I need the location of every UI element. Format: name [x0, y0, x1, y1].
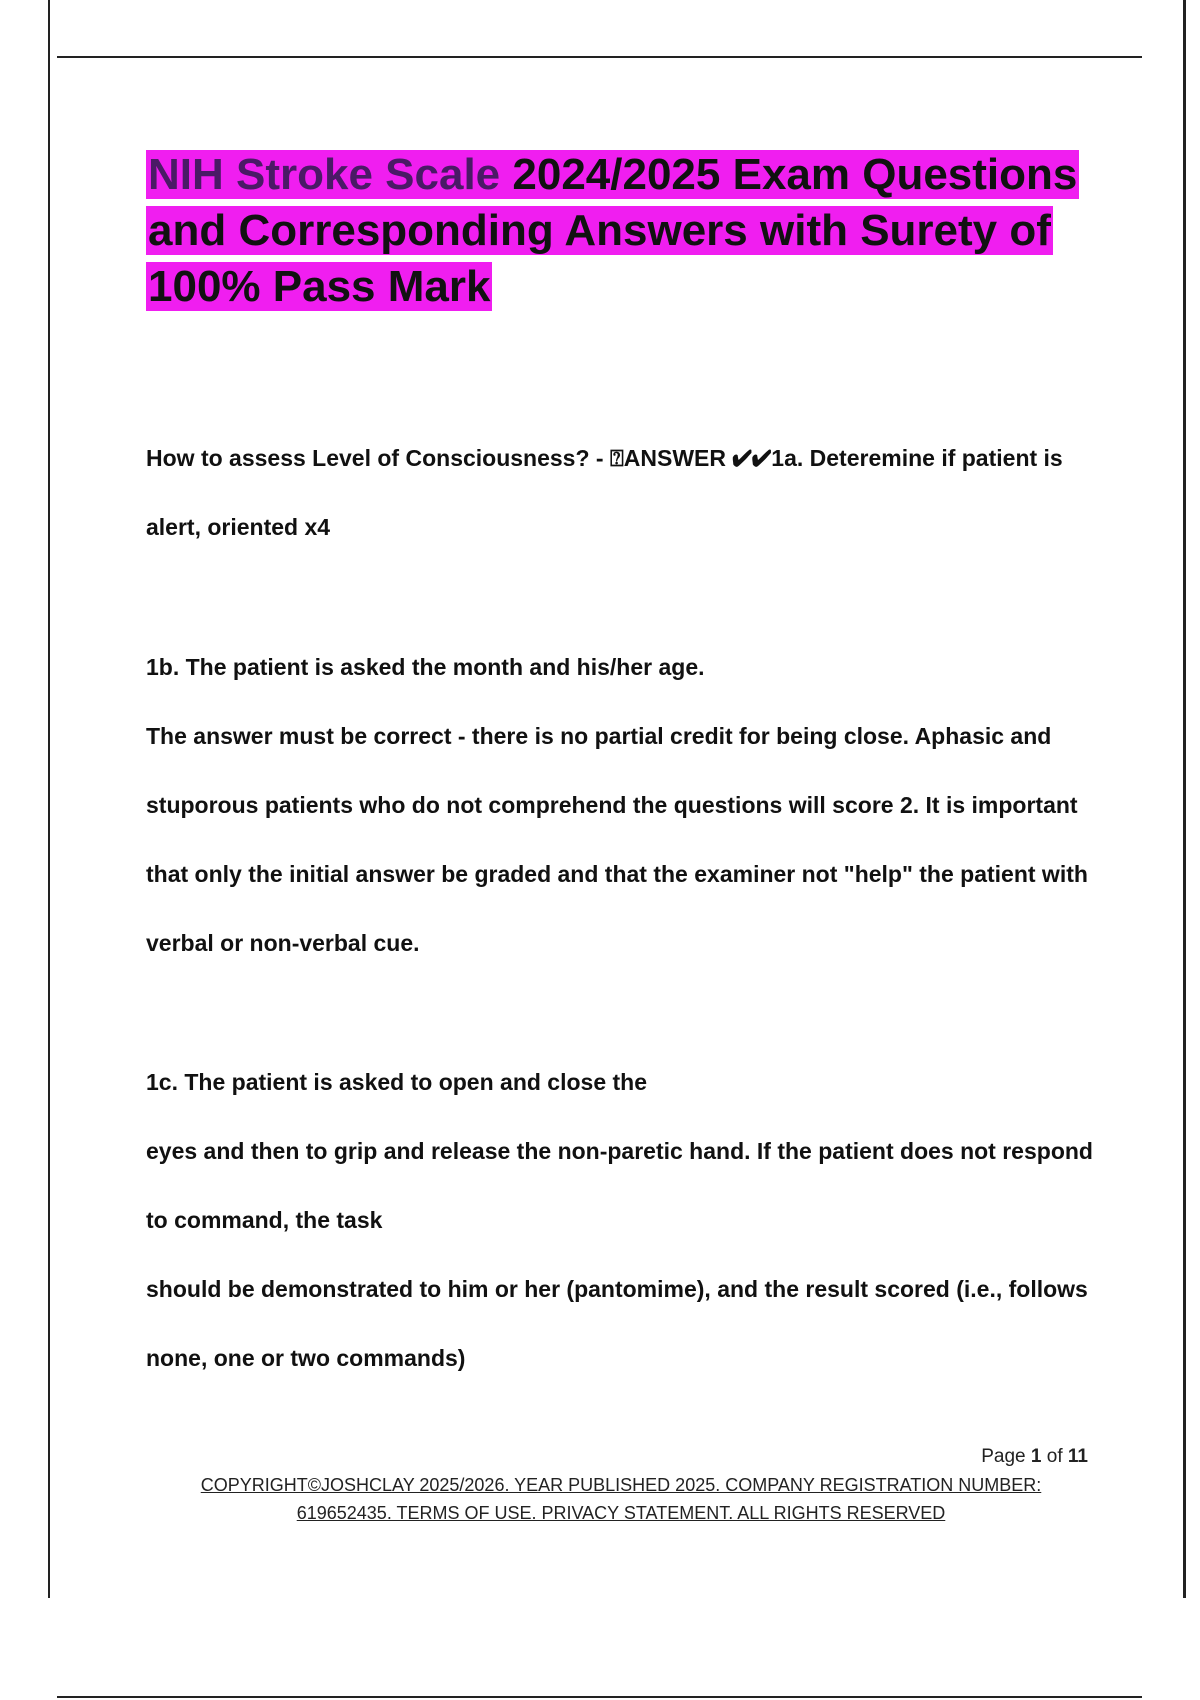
document-title [146, 147, 1106, 315]
page-number [981, 1446, 1088, 1468]
page-current: 1 [1030, 1446, 1042, 1467]
answer-paragraph-1b: 1b. The patient is asked the month and his/her age. [146, 654, 705, 680]
copyright-line-2: 619652435. TERMS OF USE. PRIVACY STATEMENT. ALL RIGHTS RESERVED [296, 1503, 946, 1523]
answer-block-1c [146, 1048, 1096, 1393]
answer-block-1b [146, 633, 1096, 978]
answer-paragraph-1c-end: should be demonstrated to him or her (pantomime), and the result scored (i.e., follows none, one or two commands) [146, 1276, 1088, 1371]
question-paragraph: How to assess Level of Consciousness? - ⍰ANSWER ✔✔1a. Deteremine if patient is alert, oriented x4 [146, 445, 1063, 540]
copyright-footer [146, 1471, 1096, 1527]
answer-paragraph-1c: 1c. The patient is asked to open and close the [146, 1069, 648, 1095]
page-label: Page [981, 1446, 1026, 1467]
answer-paragraph-1b-detail: The answer must be correct - there is no partial credit for being close. Aphasic and stuporous patients who do not comprehend the questions will score 2. It is important that only the initial answer be graded and that the examiner not "help" the patient with verbal or non-verbal cue. [146, 723, 1088, 956]
page-total: 11 [1067, 1446, 1088, 1467]
bottom-rule [57, 1696, 1142, 1698]
page-of: of [1046, 1446, 1063, 1467]
page-border-right [1183, 0, 1186, 1598]
copyright-line-1: COPYRIGHT©JOSHCLAY 2025/2026. YEAR PUBLISHED 2025. COMPANY REGISTRATION NUMBER: [200, 1475, 1042, 1495]
title-highlight-part1: NIH Stroke Scale [148, 150, 501, 199]
answer-paragraph-1c-detail: eyes and then to grip and release the non-paretic hand. If the patient does not respond to command, the task [146, 1138, 1093, 1233]
title-highlight-part2: 2024/2025 Exam Questions and Corresponding Answers with Surety of 100% Pass Mark [148, 150, 1078, 311]
top-rule [57, 56, 1142, 58]
question-block [146, 424, 1096, 562]
page-border-left [48, 0, 50, 1598]
